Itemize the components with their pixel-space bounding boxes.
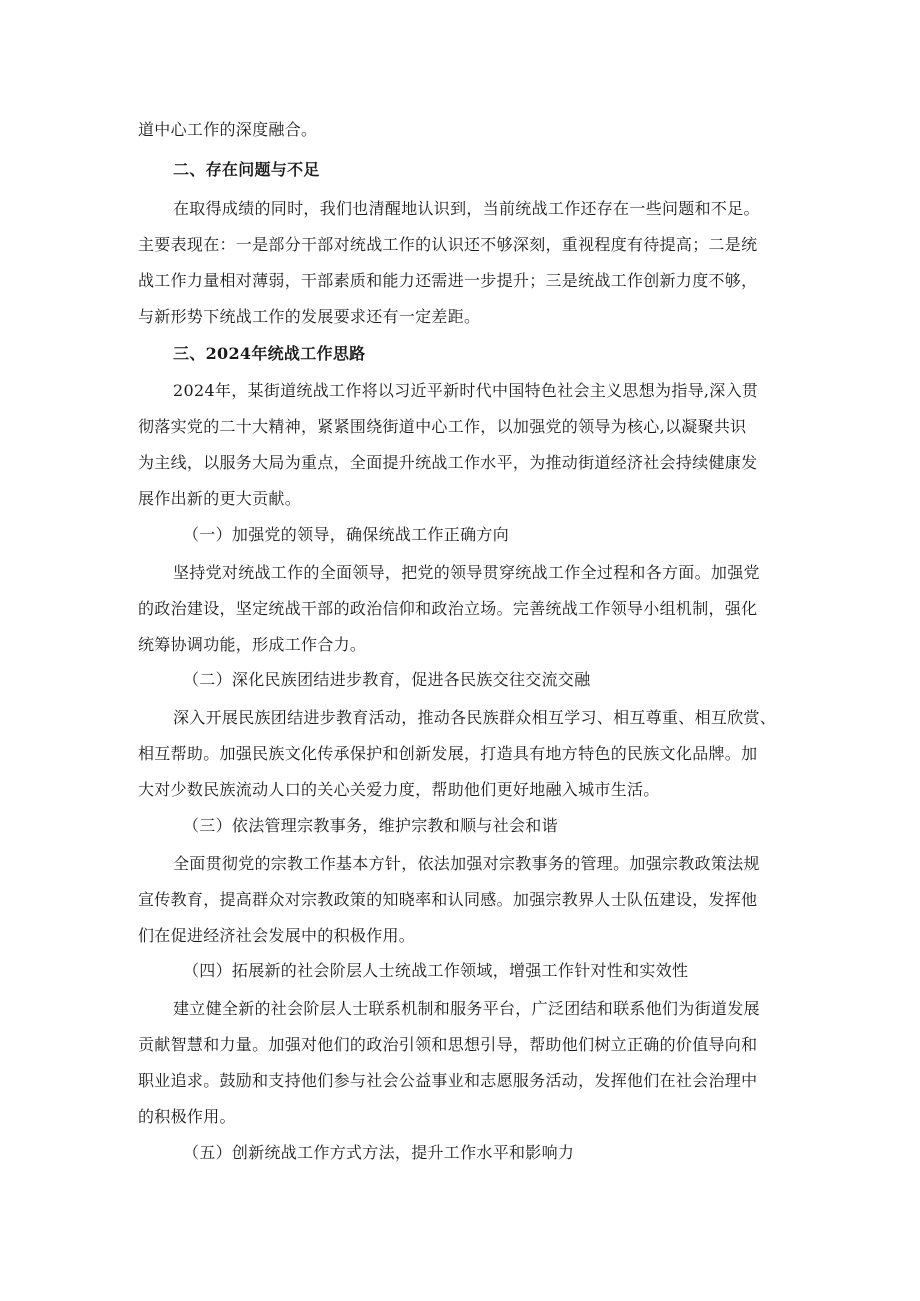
paragraph-line: 的积极作用。 <box>138 1107 236 1126</box>
paragraph-line: 主要表现在：一是部分干部对统战工作的认识还不够深刻，重视程度有待提高；二是统 <box>138 235 758 254</box>
section-heading-problems: 二、存在问题与不足 <box>173 160 320 179</box>
paragraph-line: 全面贯彻党的宗教工作基本方针，依法加强对宗教事务的管理。加强宗教政策法规 <box>173 854 760 873</box>
paragraph-line: 彻落实党的二十大精神，紧紧围绕街道中心工作，以加强党的领导为核心,以凝聚共识 <box>138 417 747 436</box>
paragraph-line: 道中心工作的深度融合。 <box>138 120 318 139</box>
paragraph-line: 为主线，以服务大局为重点，全面提升统战工作水平，为推动街道经济社会持续健康发 <box>138 453 758 472</box>
paragraph-line: 展作出新的更大贡献。 <box>138 489 302 508</box>
paragraph-line: 职业追求。鼓励和支持他们参与社会公益事业和志愿服务活动，发挥他们在社会治理中 <box>138 1071 758 1090</box>
paragraph-line: 的政治建设，坚定统战干部的政治信仰和政治立场。完善统战工作领导小组机制，强化 <box>138 599 758 618</box>
paragraph-line: 贡献智慧和力量。加强对他们的政治引领和思想引导，帮助他们树立正确的价值导向和 <box>138 1035 758 1054</box>
paragraph-line: 们在促进经济社会发展中的积极作用。 <box>138 926 416 945</box>
subsection-heading-5: （五）创新统战工作方式方法，提升工作水平和影响力 <box>183 1143 575 1162</box>
subsection-heading-3: （三）依法管理宗教事务，维护宗教和顺与社会和谐 <box>183 816 558 835</box>
paragraph-line: 战工作力量相对薄弱，干部素质和能力还需进一步提升；三是统战工作创新力度不够， <box>138 271 758 290</box>
paragraph-line: 深入开展民族团结进步教育活动，推动各民族群众相互学习、相互尊重、相互欣赏、 <box>173 708 777 727</box>
paragraph-line: 2024年，某街道统战工作将以习近平新时代中国特色社会主义思想为指导,深入贯 <box>173 381 759 400</box>
paragraph-line: 统筹协调功能，形成工作合力。 <box>138 635 367 654</box>
paragraph-line: 相互帮助。加强民族文化传承保护和创新发展，打造具有地方特色的民族文化品牌。加 <box>138 744 758 763</box>
subsection-heading-4: （四）拓展新的社会阶层人士统战工作领域，增强工作针对性和实效性 <box>183 961 689 980</box>
subsection-heading-2: （二）深化民族团结进步教育，促进各民族交往交流交融 <box>183 670 591 689</box>
subsection-heading-1: （一）加强党的领导，确保统战工作正确方向 <box>183 525 510 544</box>
paragraph-line: 坚持党对统战工作的全面领导，把党的领导贯穿统战工作全过程和各方面。加强党 <box>173 563 760 582</box>
section-heading-2024-plan: 三、2024年统战工作思路 <box>173 344 366 363</box>
paragraph-line: 与新形势下统战工作的发展要求还有一定差距。 <box>138 307 481 326</box>
paragraph-line: 大对少数民族流动人口的关心关爱力度，帮助他们更好地融入城市生活。 <box>138 780 660 799</box>
paragraph-line: 在取得成绩的同时，我们也清醒地认识到，当前统战工作还存在一些问题和不足。 <box>173 199 760 218</box>
paragraph-line: 宣传教育，提高群众对宗教政策的知晓率和认同感。加强宗教界人士队伍建设，发挥他 <box>138 890 758 909</box>
paragraph-line: 建立健全新的社会阶层人士联系机制和服务平台，广泛团结和联系他们为街道发展 <box>173 999 760 1018</box>
